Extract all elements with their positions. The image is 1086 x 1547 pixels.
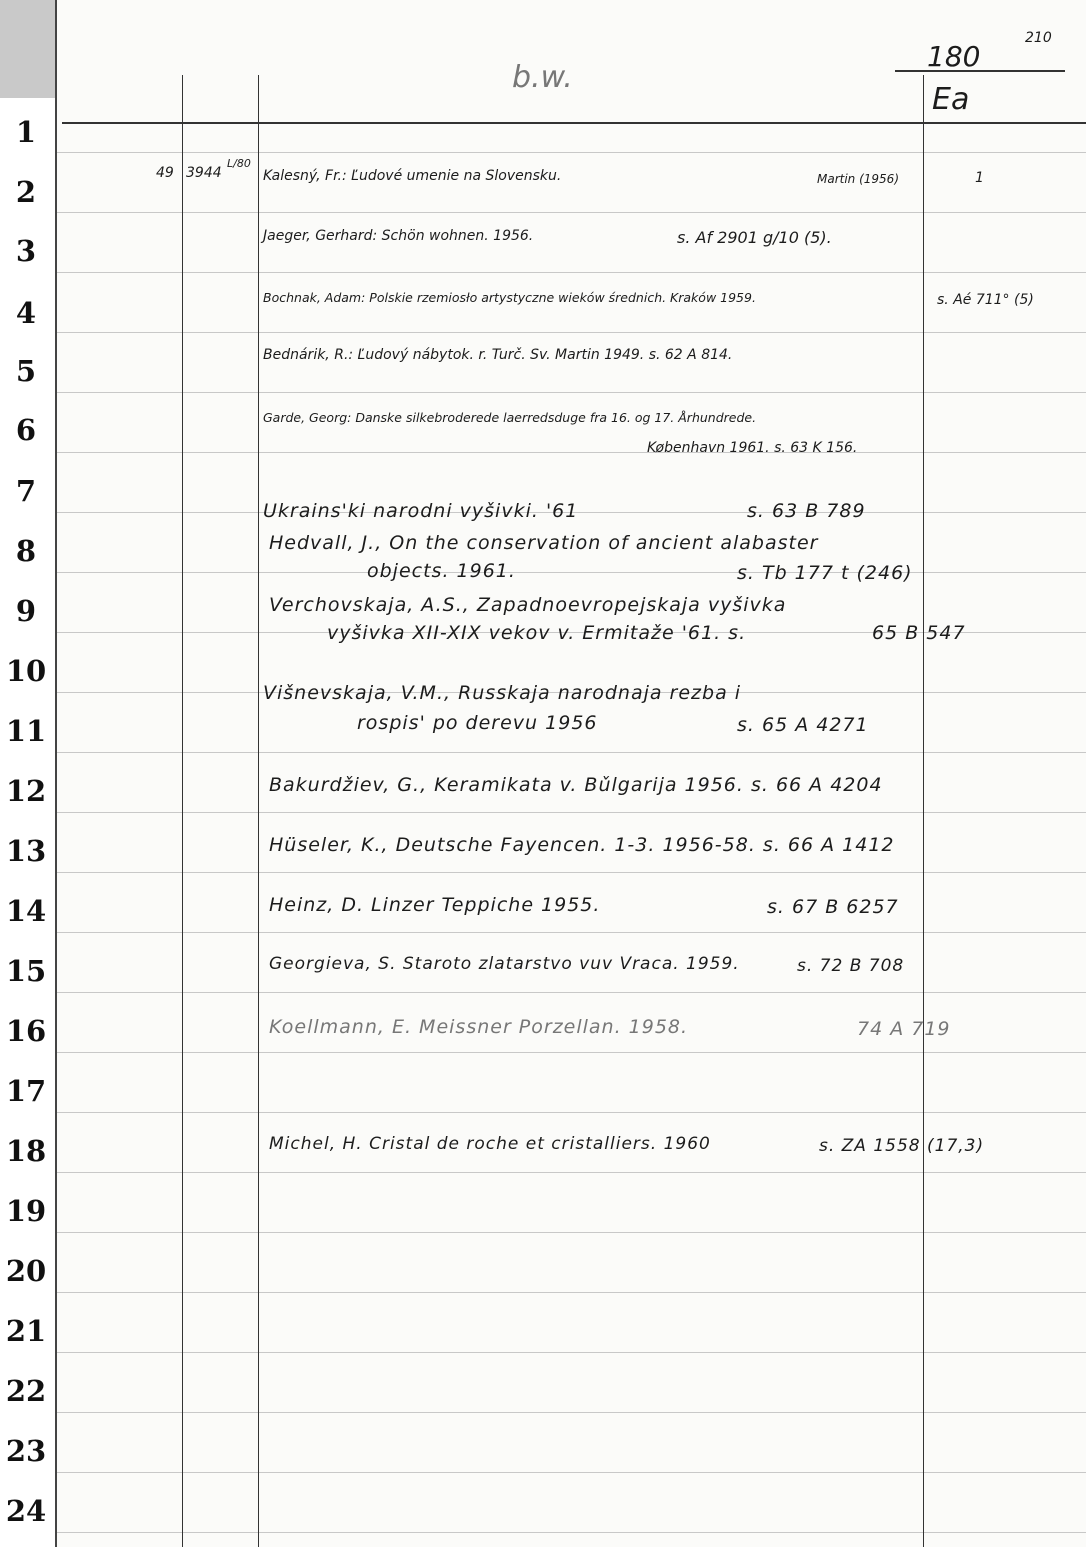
entry-text: Georgieva, S. Staroto zlatarstvo vuv Vraca. 1959.	[269, 954, 740, 974]
ruled-line	[57, 152, 1086, 153]
row-number: 22	[5, 1374, 47, 1408]
entry-text: Garde, Georg: Danske silkebroderede laerredsduge fra 16. og 17. Århundrede.	[263, 410, 757, 425]
entry-text: Hüseler, K., Deutsche Fayencen. 1-3. 1956-58. s. 66 A 1412	[269, 834, 895, 856]
row-number: 15	[5, 954, 47, 988]
ruled-line	[57, 392, 1086, 393]
row-number: 10	[5, 654, 47, 688]
row-number: 24	[5, 1494, 47, 1528]
entry-signature: s. 67 B 6257	[767, 896, 899, 918]
row-number: 21	[5, 1314, 47, 1348]
row-number: 1	[15, 115, 37, 149]
entry-text: Verchovskaja, A.S., Zapadnoevropejskaja vyšivka	[269, 594, 787, 616]
column-divider	[923, 75, 924, 1547]
entry-text: Ukrains'ki narodni vyšivki. '61	[263, 500, 579, 522]
entry-fraction: L/80	[227, 157, 251, 170]
row-number: 7	[15, 474, 37, 508]
header-rule	[62, 122, 1086, 124]
ruled-line	[57, 1112, 1086, 1113]
entry-signature: s. 63 B 789	[747, 500, 866, 522]
row-number: 4	[15, 296, 37, 330]
row-number: 3	[15, 234, 37, 268]
ruled-line	[57, 212, 1086, 213]
column-divider	[182, 75, 183, 1547]
ruled-line	[57, 872, 1086, 873]
column-divider	[258, 75, 259, 1547]
entry-text-continued: vyšivka XII-XIX vekov v. Ermitaže '61. s.	[327, 622, 747, 644]
ruled-line	[57, 1292, 1086, 1293]
entry-signature: s. Aé 711° (5)	[937, 292, 1034, 308]
row-number: 20	[5, 1254, 47, 1288]
entry-place: Martin (1956)	[817, 172, 900, 186]
ruled-line	[57, 332, 1086, 333]
row-number: 9	[15, 594, 37, 628]
page-number-corner: 210	[1025, 30, 1052, 46]
entry-signature: s. 65 A 4271	[737, 714, 869, 736]
ruled-line	[57, 572, 1086, 573]
ruled-line	[57, 1052, 1086, 1053]
row-number: 23	[5, 1434, 47, 1468]
ruled-line	[57, 272, 1086, 273]
entry-text: Bednárik, R.: Ľudový nábytok. r. Turč. Sv. Martin 1949. s. 62 A 814.	[263, 347, 733, 363]
row-number: 18	[5, 1134, 47, 1168]
entry-signature: s. ZA 1558 (17,3)	[819, 1136, 985, 1156]
ruled-line	[57, 992, 1086, 993]
entry-text-continued: København 1961. s. 63 K 156.	[647, 440, 858, 456]
entry-count: 1	[975, 170, 984, 186]
entry-text: Bakurdžiev, G., Keramikata v. Bǔlgarija 1956. s. 66 A 4204	[269, 774, 883, 796]
entry-prefix: 49	[156, 165, 174, 181]
ruled-line	[57, 812, 1086, 813]
entry-text: Michel, H. Cristal de roche et cristalliers. 1960	[269, 1134, 711, 1154]
entry-text: Bochnak, Adam: Polskie rzemiosło artystyczne wieków średnich. Kraków 1959.	[263, 290, 756, 305]
entry-inventory-number: 3944	[186, 165, 222, 181]
row-number: 5	[15, 354, 37, 388]
entry-signature: s. 72 B 708	[797, 956, 905, 976]
entry-signature: s. Tb 177 t (246)	[737, 562, 913, 584]
row-number-gutter	[0, 0, 55, 1547]
entry-text: Jaeger, Gerhard: Schön wohnen. 1956.	[263, 228, 534, 244]
ruled-line	[57, 1412, 1086, 1413]
entry-text: Hedvall, J., On the conservation of ancient alabaster	[269, 532, 819, 554]
entry-text: Kalesný, Fr.: Ľudové umenie na Slovensku.	[263, 168, 562, 184]
ruled-line	[57, 452, 1086, 453]
entry-text: Višnevskaja, V.M., Russkaja narodnaja rezba i	[263, 682, 742, 704]
ruled-line	[57, 1172, 1086, 1173]
ruled-line	[57, 1352, 1086, 1353]
ruled-line	[57, 1472, 1086, 1473]
page-number: 180	[927, 40, 981, 73]
entry-text: Koellmann, E. Meissner Porzellan. 1958.	[269, 1016, 689, 1038]
ruled-line	[57, 932, 1086, 933]
entry-signature: s. Af 2901 g/10 (5).	[677, 228, 832, 247]
row-number: 16	[5, 1014, 47, 1048]
entry-signature: 74 A 719	[857, 1018, 951, 1040]
ruled-line	[57, 1532, 1086, 1533]
entry-signature: 65 B 547	[872, 622, 966, 644]
entry-text-continued: rospis' po derevu 1956	[357, 712, 598, 734]
row-number: 6	[15, 413, 37, 447]
row-number: 19	[5, 1194, 47, 1228]
pencil-mark: b.w.	[512, 60, 573, 95]
ledger-page	[55, 0, 1086, 1547]
row-number: 11	[5, 714, 47, 748]
row-number: 14	[5, 894, 47, 928]
row-number: 17	[5, 1074, 47, 1108]
row-number: 12	[5, 774, 47, 808]
ruled-line	[57, 752, 1086, 753]
row-number: 8	[15, 534, 37, 568]
ruled-line	[57, 1232, 1086, 1233]
entry-text-continued: objects. 1961.	[367, 560, 516, 582]
row-number: 13	[5, 834, 47, 868]
section-label: Ea	[932, 82, 970, 117]
row-number: 2	[15, 175, 37, 209]
entry-text: Heinz, D. Linzer Teppiche 1955.	[269, 894, 601, 916]
gutter-header-block	[0, 0, 55, 98]
